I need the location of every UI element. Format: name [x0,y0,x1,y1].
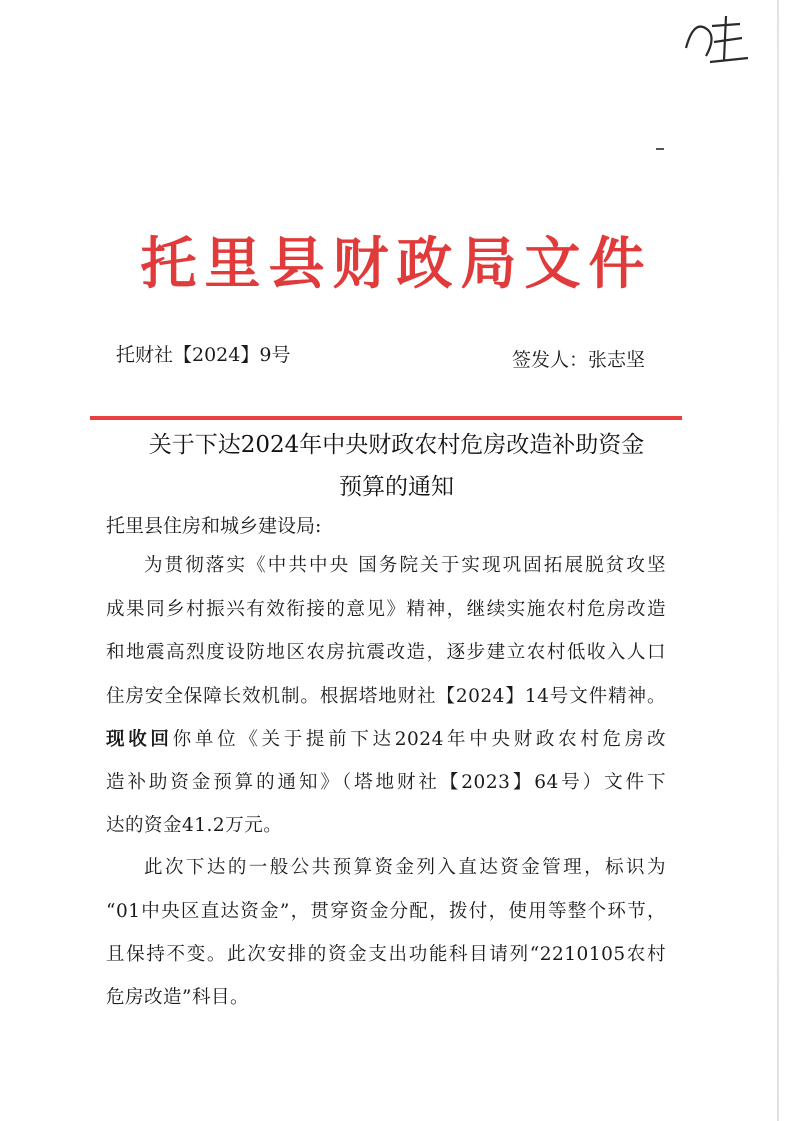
notice-title-line-2: 预算的通知 [339,474,454,500]
notice-title-line-1: 关于下达2024年中央财政农村危房改造补助资金 [148,432,645,458]
scan-mark [656,148,664,150]
paragraph-1-line-5-text: 你单位《关于提前下达2024年中央财政农村危房改 [172,729,666,750]
paragraph-2-line-2: “01中央区直达资金”，贯穿资金分配，拨付，使用等整个环节， [106,901,666,922]
paragraph-1-line-3: 和地震高烈度设防地区农房抗震改造，逐步建立农村低收入人口 [106,642,666,663]
signer: 签发人：张志坚 [512,349,646,371]
document-header-title: 托里县财政局文件 [140,232,653,297]
handwritten-annotation [668,8,758,72]
paragraph-1-line-4: 住房安全保障长效机制。根据塔地财社【2024】14号文件精神。 [106,686,666,707]
paragraph-1-line-1: 为贯彻落实《中共中央 国务院关于实现巩固拓展脱贫攻坚 [144,555,666,576]
paragraph-1-line-5 [106,725,666,751]
recipient: 托里县住房和城乡建设局: [106,515,322,537]
paragraph-1-line-6: 造补助资金预算的通知》（塔地财社【2023】64号）文件下 [106,772,666,793]
handwriting-stroke-icon [668,8,758,72]
paragraph-1-line-2: 成果同乡村振兴有效衔接的意见》精神，继续实施农村危房改造 [106,599,666,620]
paragraph-2-line-3: 且保持不变。此次安排的资金支出功能科目请列“2210105农村 [106,944,666,965]
paragraph-2-line-1: 此次下达的一般公共预算资金列入直达资金管理，标识为 [144,857,666,878]
paragraph-1-line-7: 达的资金41.2万元。 [106,815,283,836]
scan-edge-shadow [777,0,779,1121]
recall-emphasis: 现收回 [106,729,173,750]
document-number: 托财社【2024】9号 [116,344,291,366]
red-divider-line [90,416,682,420]
paragraph-2-line-4: 危房改造”科目。 [106,987,249,1008]
